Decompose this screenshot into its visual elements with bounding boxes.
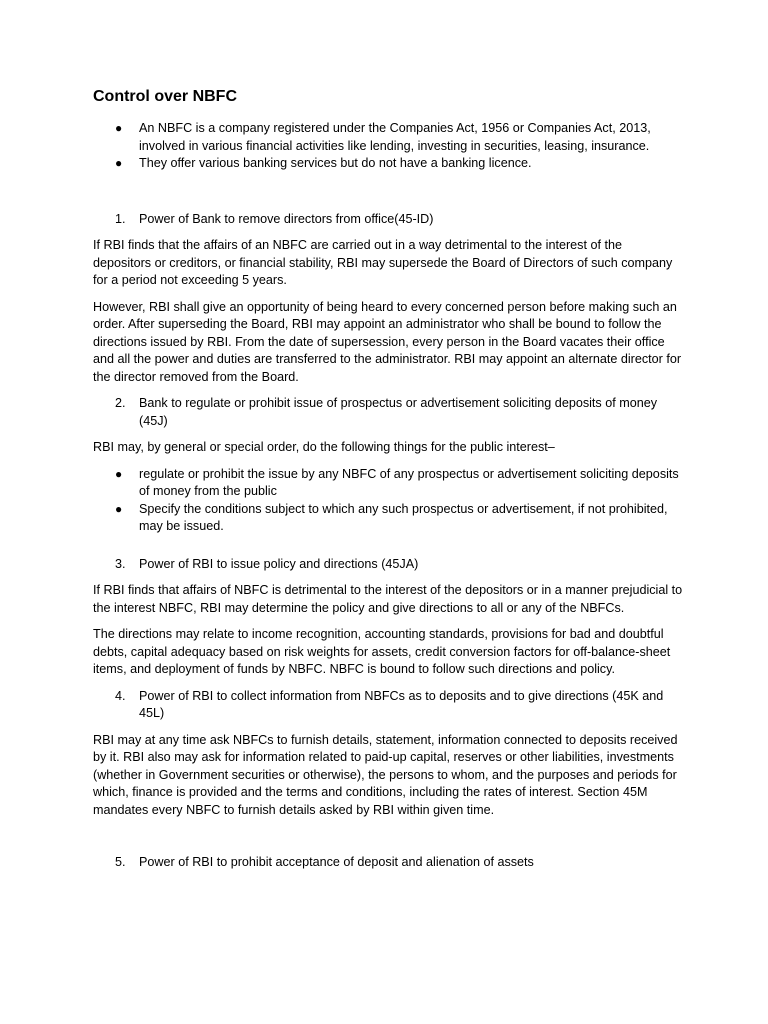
section-heading-2: 2. Bank to regulate or prohibit issue of prospectus or advertisement soliciting deposits of money (45J) — [115, 396, 658, 428]
intro-bullet-list — [93, 120, 683, 173]
paragraph: If RBI finds that the affairs of an NBFC are carried out in a way detrimental to the interest of the depositors or creditors, or financial stability, RBI may supersede the Board of Directors of such company for a period not exceeding 5 years. — [93, 238, 673, 287]
bullet-icon: ● — [115, 156, 123, 170]
section-heading-1: 1. Power of Bank to remove directors from office(45-ID) — [115, 211, 434, 226]
list-item: ● They offer various banking services but do not have a banking licence. — [93, 155, 683, 173]
document-page — [93, 86, 683, 881]
document-title: Control over NBFC — [93, 88, 237, 105]
list-item: ● An NBFC is a company registered under the Companies Act, 1956 or Companies Act, 2013, involved in various financial activities like lending, investing in securities, leasing, insurance. — [115, 121, 651, 153]
bullet-icon: ● — [115, 501, 123, 516]
list-item: ● Specify the conditions subject to which any such prospectus or advertisement, if not prohibited, may be issued. — [115, 501, 668, 533]
section-heading-3: 3. Power of RBI to issue policy and directions (45JA) — [115, 556, 419, 571]
bullet-icon: ● — [115, 121, 123, 135]
section-heading-4: 4. Power of RBI to collect information from NBFCs as to deposits and to give directions (45K and 45L) — [115, 688, 664, 720]
section-heading-5: 5. Power of RBI to prohibit acceptance of deposit and alienation of assets — [115, 855, 534, 869]
section-2-bullet-list — [93, 466, 683, 536]
list-item: ● regulate or prohibit the issue by any NBFC of any prospectus or advertisement soliciting deposits of money from the public — [115, 466, 679, 498]
paragraph: RBI may at any time ask NBFCs to furnish details, statement, information connected to deposits received by it. RBI also may ask for information related to paid-up capital, reserves or other liabilities, investments (whether in Government securities or otherwise), the persons to whom, and the purposes and periods for which, finance is provided and the terms and conditions, including the rates of interest. Section 45M mandates every NBFC to furnish details asked by RBI within given time. — [93, 732, 678, 817]
paragraph: If RBI finds that affairs of NBFC is detrimental to the interest of the depositors or in a manner prejudicial to the interest NBFC, RBI may determine the policy and give directions to all or any of the NBFCs. — [93, 583, 683, 615]
paragraph: RBI may, by general or special order, do the following things for the public interest– — [93, 440, 555, 454]
bullet-icon: ● — [115, 466, 123, 481]
paragraph: The directions may relate to income recognition, accounting standards, provisions for bad and doubtful debts, capital adequacy based on risk weights for assets, credit conversion factors for off-balance-sheet items, and deployment of funds by NBFC. NBFC is bound to follow such directions and policy. — [93, 627, 671, 676]
paragraph: However, RBI shall give an opportunity of being heard to every concerned person before making such an order. After superseding the Board, RBI may appoint an administrator who shall be bound to follow the directions issued by RBI. From the date of supersession, every person in the Board vacates their office and all the power and duties are transferred to the administrator. RBI may appoint an alternate director for the director removed from the Board. — [93, 299, 682, 384]
